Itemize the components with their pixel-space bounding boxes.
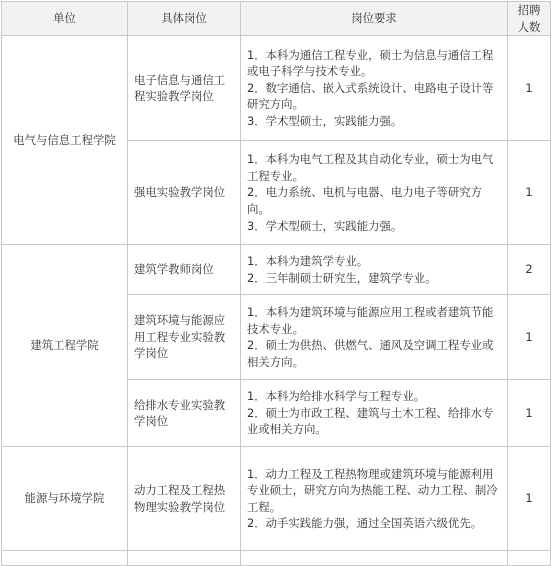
count-cell: 1: [508, 295, 551, 380]
requirement-line: 3．学术型硕士，实践能力强。: [247, 218, 403, 233]
post-cell: 电子信息与通信工程实验教学岗位: [128, 36, 241, 141]
requirement-line: 2．硕士为市政工程、建筑与土木工程、给排水专业或相关方向。: [247, 405, 494, 437]
table-row-partial: [2, 551, 551, 566]
count-cell: 1: [508, 36, 551, 141]
requirement-cell: [241, 447, 508, 551]
requirement-line: 2．动手实践能力强，通过全国英语六级优先。: [247, 516, 483, 531]
requirement-cell: [241, 295, 508, 380]
header-count-line2: 人数: [517, 19, 541, 34]
empty-cell: [2, 551, 128, 566]
requirement-line: 1．本科为电气工程及其自动化专业，硕士为电气工程专业。: [247, 152, 494, 183]
table-row: [2, 245, 551, 295]
table-row: [2, 36, 551, 141]
requirement-line: 1．本科为通信工程专业，硕士为信息与通信工程或电子科学与技术专业。: [247, 47, 494, 79]
post-cell: 建筑学教师岗位: [128, 245, 241, 295]
count-cell: 1: [508, 447, 551, 551]
requirement-line: 1．动力工程及工程热物理或建筑环境与能源利用专业硕士，研究方向为热能工程、动力工程、制冷工程。: [247, 466, 498, 514]
requirement-line: 2．三年制硕士研究生，建筑学专业。: [247, 270, 437, 285]
post-cell: 动力工程及工程热物理实验教学岗位: [128, 447, 241, 551]
requirement-line: 1．本科为建筑环境与能源应用工程或者建筑节能技术专业。: [247, 305, 494, 336]
requirement-cell: [241, 245, 508, 295]
header-count-line1: 招聘: [517, 3, 541, 17]
requirement-line: 1．本科为建筑学专业。: [247, 254, 369, 269]
empty-cell: [128, 551, 241, 566]
empty-cell: [508, 551, 551, 566]
post-cell: 强电实验教学岗位: [128, 141, 241, 245]
requirement-cell: [241, 380, 508, 447]
table-row: [2, 447, 551, 551]
unit-cell: 电气与信息工程学院: [2, 36, 128, 245]
unit-cell: 能源与环境学院: [2, 447, 128, 551]
post-cell: 建筑环境与能源应用工程专业实验教学岗位: [128, 295, 241, 380]
requirement-cell: [241, 141, 508, 245]
requirement-line: 3．学术型硕士，实践能力强。: [247, 114, 403, 129]
requirement-line: 1．本科为给排水科学与工程专业。: [247, 389, 426, 404]
table-header-row: [2, 2, 551, 36]
count-cell: 1: [508, 380, 551, 447]
header-requirement: 岗位要求: [241, 2, 508, 36]
header-count: [508, 2, 551, 36]
recruitment-table: [1, 1, 551, 566]
count-cell: 2: [508, 245, 551, 295]
requirement-line: 2．数字通信、嵌入式系统设计、电路电子设计等研究方向。: [247, 80, 494, 112]
post-cell: 给排水专业实验教学岗位: [128, 380, 241, 447]
empty-cell: [241, 551, 508, 566]
unit-cell: 建筑工程学院: [2, 245, 128, 447]
header-unit: 单位: [2, 2, 128, 36]
count-cell: 1: [508, 141, 551, 245]
requirement-line: 2．硕士为供热、供燃气、通风及空调工程专业或相关方向。: [247, 338, 494, 369]
requirement-cell: [241, 36, 508, 141]
requirement-line: 2．电力系统、电机与电器、电力电子等研究方向。: [247, 185, 483, 216]
header-post: 具体岗位: [128, 2, 241, 36]
